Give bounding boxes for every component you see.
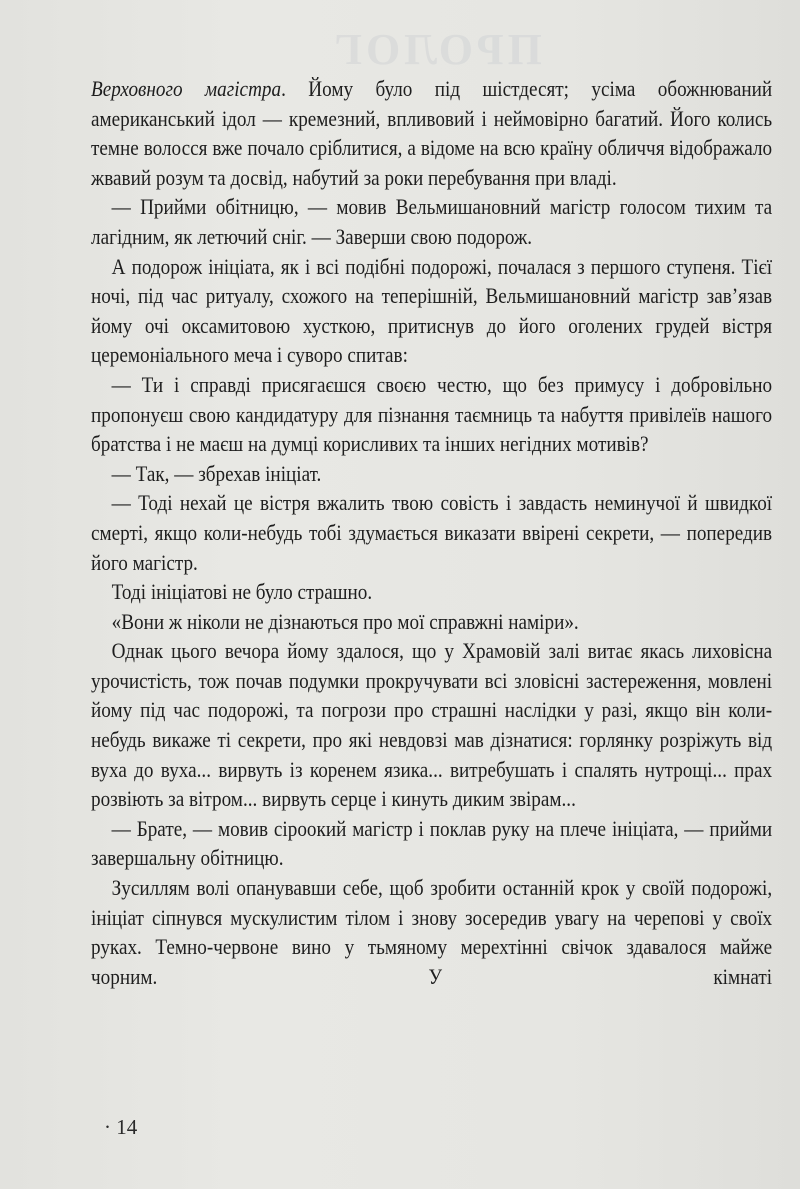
paragraph-2: — Прийми обітницю, — мовив Вельмишановний магістр голосом тихим та лагідним, як летючий сніг. — Заверши свою подорож. — [91, 194, 773, 249]
paragraph-10: — Брате, — мовив сіроокий магістр і поклав руку на плече ініціата, — прийми завершальну обітницю. — [91, 815, 773, 871]
paragraph-4: — Ти і справді присягаєшся своєю честю, що без примусу і добровільно пропонуєш свою кандидатуру для пізнання таємниць та набуття привілеїв нашого братства і не маєш на думці корисливих та інших негідних мотивів? — [91, 371, 773, 457]
paragraph-1: Верховного магістра. Йому було під шістдесят; усіма обожнюваний американський ідол — кремезний, впливовий і неймовірно багатий. Його колись темне волосся вже почало сріблитися, а відоме на всю країну обличчя відображало жвавий розум та досвід, набутий за роки перебування при владі. — [91, 76, 773, 190]
paragraph-9: Однак цього вечора йому здалося, що у Храмовій залі витає якась лиховісна урочистість, тож почав подумки прокручувати всі зловісні застереження, мовлені йому під час подорожі, та погрози про страшні наслідки у разі, якщо він коли-небудь викаже ті секрети, про які невдовзі мав дізнатися: горлянку розріжуть від вуха до вуха... вирвуть із коренем язика... витребушать і спалять нутрощі... прах розвіють за вітром... вирвуть серце і кинуть диким звірам... — [91, 638, 773, 812]
bleed-through-heading: ПРОЛОГ — [330, 25, 542, 74]
paragraph-7: Тоді ініціатові не було страшно. — [111, 579, 373, 605]
italic-lead: Верховного магістра — [91, 76, 282, 101]
page-number: · 14 — [104, 1115, 138, 1139]
paragraph-5: — Так, — збрехав ініціат. — [111, 460, 322, 486]
paragraph-8: «Вони ж ніколи не дізнаються про мої справжні наміри». — [111, 608, 579, 634]
paragraph-11: Зусиллям волі опанувавши себе, щоб зробити останній крок у своїй подорожі, ініціат сіпнувся мускулистим тілом і знову зосередив увагу на черепові у своїх руках. Темно-червоне вино у тьмяному мерехтінні свічок здавалося майже чорним. У кімнаті — [91, 875, 773, 989]
paragraph-6: — Тоді нехай це вістря вжалить твою совість і завдасть неминучої й швидкої смерті, якщо коли-небудь тобі здумається виказати ввірені секрети, — попередив його магістр. — [91, 490, 773, 575]
paragraph-3: А подорож ініціата, як і всі подібні подорожі, почалася з першого ступеня. Тієї ночі, під час ритуалу, схожого на теперішній, Вельмишановний магістр зав’язав йому очі оксамитовою хусткою, притиснув до його оголених грудей вістря церемоніального меча і суворо спитав: — [91, 253, 773, 368]
body-text — [91, 74, 772, 991]
